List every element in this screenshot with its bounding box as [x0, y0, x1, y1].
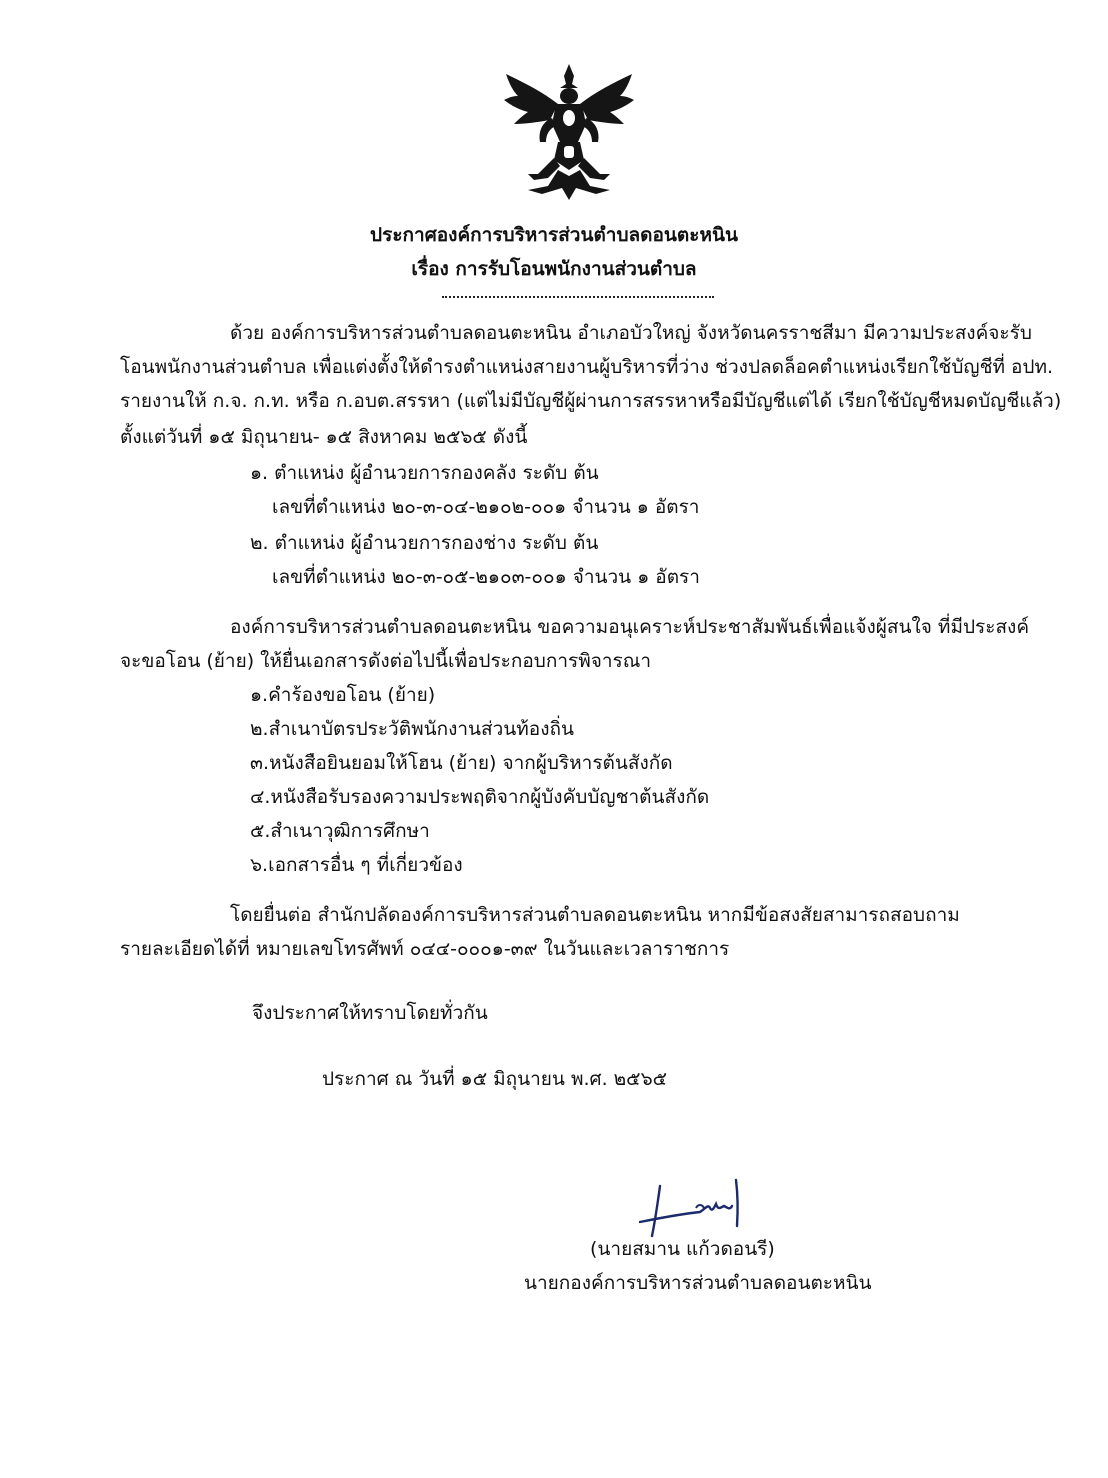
position-1-title: ๑. ตำแหน่ง ผู้อำนวยการกองคลัง ระดับ ต้น	[250, 462, 599, 484]
garuda-emblem-icon	[498, 62, 640, 202]
contact-line-2: รายละเอียดได้ที่ หมายเลขโทรศัพท์ ๐๔๔-๐๐๐๑-๓๙ ในวันและเวลาราชการ	[120, 938, 730, 960]
document-item: ๑.คำร้องขอโอน (ย้าย)	[250, 684, 436, 706]
intro-line-3: รายงานให้ ก.จ. ก.ท. หรือ ก.อบต.สรรหา (แต่ไม่มีบัญชีผู้ผ่านการสรรหาหรือมีบัญชีแต่ได้ เรียกใช้บัญชีหมดบัญชีแล้ว)	[120, 390, 1062, 412]
announcement-title: ประกาศองค์การบริหารส่วนตำบลดอนตะหนิน	[370, 224, 738, 246]
signer-position: นายกองค์การบริหารส่วนตำบลดอนตะหนิน	[524, 1272, 872, 1294]
intro-line-2: โอนพนักงานส่วนตำบล เพื่อแต่งตั้งให้ดำรงตำแหน่งสายงานผู้บริหารที่ว่าง ช่วงปลดล็อคตำแหน่งเรียกใช้บัญชีที่ อปท.	[120, 356, 1054, 378]
announcement-subject: เรื่อง การรับโอนพนักงานส่วนตำบล	[411, 258, 697, 280]
intro-line-1: ด้วย องค์การบริหารส่วนตำบลดอนตะหนิน อำเภอบัวใหญ่ จังหวัดนครราชสีมา มีความประสงค์จะรับ	[230, 322, 1032, 344]
document-item: ๕.สำเนาวุฒิการศึกษา	[250, 820, 430, 842]
title-divider	[442, 296, 714, 298]
intro-line-4: ตั้งแต่วันที่ ๑๕ มิถุนายน- ๑๕ สิงหาคม ๒๕๖๕ ดังนี้	[120, 426, 528, 448]
announcement-date: ประกาศ ณ วันที่ ๑๕ มิถุนายน พ.ศ. ๒๕๖๕	[322, 1068, 668, 1090]
request-line-1: องค์การบริหารส่วนตำบลดอนตะหนิน ขอความอนุเคราะห์ประชาสัมพันธ์เพื่อแจ้งผู้สนใจ ที่มีประสงค์	[230, 616, 1030, 638]
closing-statement: จึงประกาศให้ทราบโดยทั่วกัน	[252, 1002, 488, 1024]
contact-line-1: โดยยื่นต่อ สำนักปลัดองค์การบริหารส่วนตำบลดอนตะหนิน หากมีข้อสงสัยสามารถสอบถาม	[230, 904, 960, 926]
position-2-title: ๒. ตำแหน่ง ผู้อำนวยการกองช่าง ระดับ ต้น	[250, 532, 599, 554]
document-item: ๔.หนังสือรับรองความประพฤติจากผู้บังคับบัญชาต้นสังกัด	[250, 786, 710, 808]
position-1-number: เลขที่ตำแหน่ง ๒๐-๓-๐๔-๒๑๐๒-๐๐๑ จำนวน ๑ อัตรา	[272, 496, 700, 518]
document-item: ๖.เอกสารอื่น ๆ ที่เกี่ยวข้อง	[250, 854, 463, 876]
signer-name: (นายสมาน แก้วดอนรี)	[590, 1238, 775, 1260]
document-item: ๒.สำเนาบัตรประวัติพนักงานส่วนท้องถิ่น	[250, 718, 574, 740]
position-2-number: เลขที่ตำแหน่ง ๒๐-๓-๐๕-๒๑๐๓-๐๐๑ จำนวน ๑ อัตรา	[272, 566, 700, 588]
request-line-2: จะขอโอน (ย้าย) ให้ยื่นเอกสารดังต่อไปนี้เพื่อประกอบการพิจารณา	[120, 650, 652, 672]
document-item: ๓.หนังสือยินยอมให้โฮน (ย้าย) จากผู้บริหารต้นสังกัด	[250, 752, 673, 774]
